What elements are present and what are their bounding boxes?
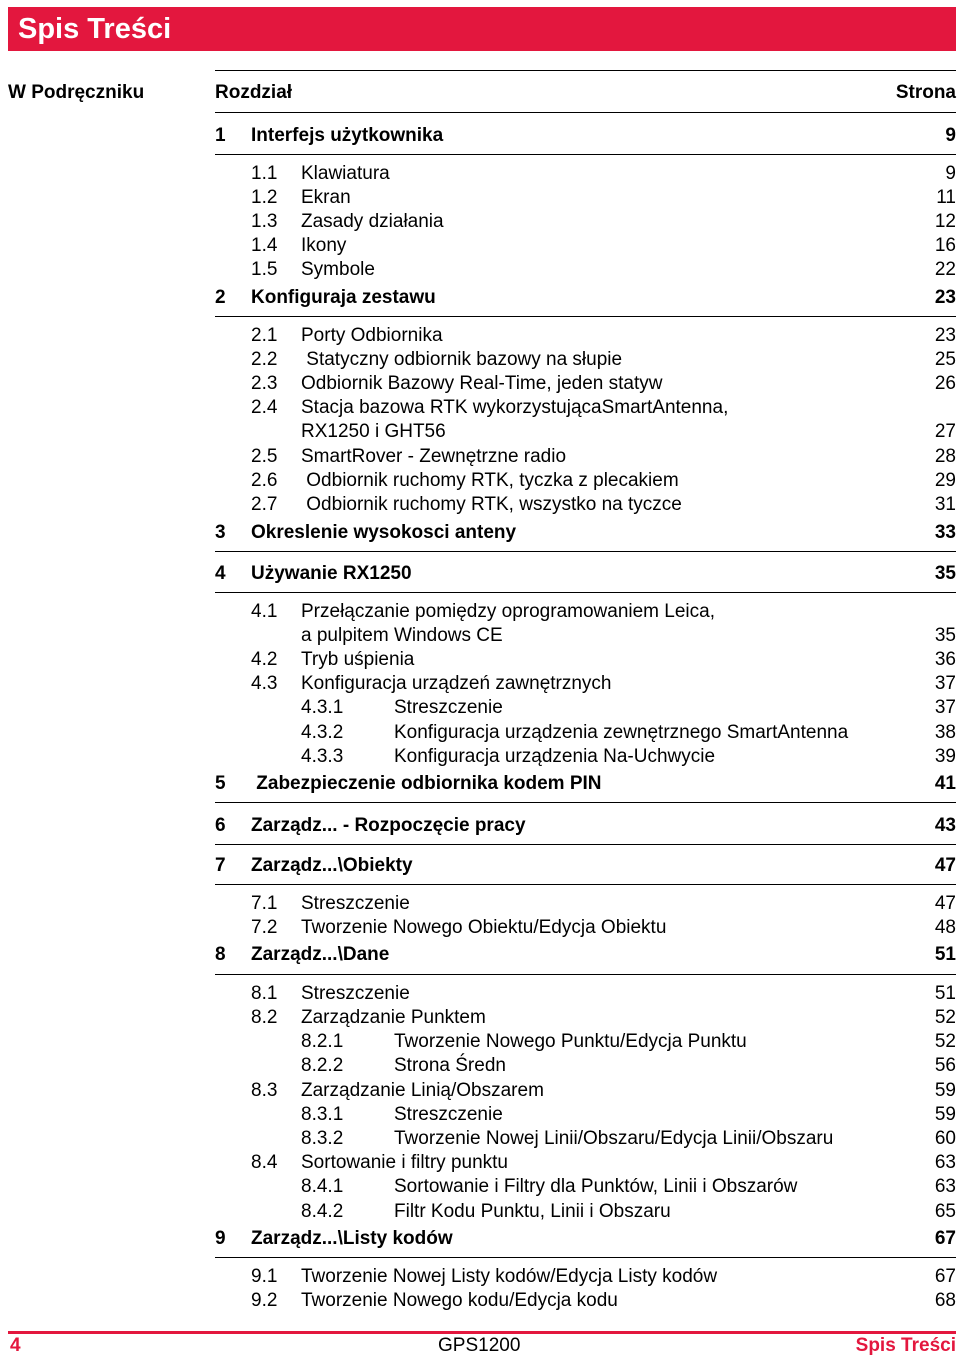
toc-section-row[interactable]: [215, 1151, 956, 1175]
toc-title: Zarządz...\Listy kodów: [251, 1228, 453, 1249]
toc-number: 2.3: [251, 373, 278, 394]
toc-page-number: 29: [934, 470, 956, 491]
toc-section-row[interactable]: [215, 1289, 956, 1313]
toc-page-number: 65: [934, 1201, 956, 1222]
toc-title: Statyczny odbiornik bazowy na słupie: [301, 349, 623, 370]
page-column-header: Strona: [895, 82, 956, 103]
chapter-rule: [215, 551, 956, 552]
toc-title: Tworzenie Nowego Punktu/Edycja Punktu: [394, 1031, 747, 1052]
toc-number: 4.3.1: [301, 697, 344, 718]
toc-page-number: 9: [945, 163, 956, 184]
toc-number: 1.4: [251, 235, 278, 256]
toc-page-number: 33: [934, 522, 956, 543]
toc-section-row[interactable]: [215, 348, 956, 372]
toc-number: 8.4: [251, 1152, 278, 1173]
toc-page-number: 60: [934, 1128, 956, 1149]
toc-title: Zabezpieczenie odbiornika kodem PIN: [251, 773, 602, 794]
toc-chapter-row[interactable]: [215, 854, 956, 878]
toc-title: SmartRover - Zewnętrzne radio: [301, 446, 567, 467]
toc-page-number: 38: [934, 722, 956, 743]
footer-product: GPS1200: [438, 1335, 521, 1356]
toc-page-number: 28: [934, 446, 956, 467]
toc-number: 1.1: [251, 163, 278, 184]
toc-number: 2.5: [251, 446, 278, 467]
toc-title: Konfiguracja urządzenia zewnętrznego SmartAntenna: [394, 722, 849, 743]
toc-title: Tworzenie Nowej Linii/Obszaru/Edycja Linii/Obszaru: [394, 1128, 834, 1149]
chapter-rule: [215, 154, 956, 155]
toc-page-number: 37: [934, 673, 956, 694]
toc-title: Streszczenie: [394, 1104, 503, 1125]
footer-rule: [8, 1331, 956, 1334]
toc-section-row[interactable]: [215, 600, 956, 624]
toc-chapter-row[interactable]: [215, 814, 956, 838]
toc-number: 2.1: [251, 325, 278, 346]
toc-section-row[interactable]: [215, 469, 956, 493]
toc-number: 9: [215, 1228, 226, 1249]
toc-title: Symbole: [301, 259, 375, 280]
toc-number: 7: [215, 855, 226, 876]
toc-chapter-row[interactable]: [215, 286, 956, 310]
toc-number: 8.1: [251, 983, 278, 1004]
toc-section-row[interactable]: [215, 396, 956, 420]
toc-page-number: 16: [934, 235, 956, 256]
toc-page-number: 52: [934, 1007, 956, 1028]
toc-number: 8.4.1: [301, 1176, 344, 1197]
chapter-rule: [215, 1257, 956, 1258]
toc-title: Tryb uśpienia: [301, 649, 415, 670]
toc-title: Tworzenie Nowego kodu/Edycja kodu: [301, 1290, 618, 1311]
toc-number: 8.2.2: [301, 1055, 344, 1076]
toc-title: Konfiguracja urządzenia Na-Uchwycie: [394, 746, 716, 767]
toc-number: 4: [215, 563, 226, 584]
toc-number: 1.3: [251, 211, 278, 232]
toc-number: 2.2: [251, 349, 278, 370]
toc-title: Zarządz...\Dane: [251, 944, 390, 965]
toc-title: Odbiornik ruchomy RTK, wszystko na tyczce: [301, 494, 682, 515]
toc-page-number: 26: [934, 373, 956, 394]
toc-number: 3: [215, 522, 226, 543]
toc-subsection-row[interactable]: [215, 1175, 956, 1199]
toc-number: 4.3.3: [301, 746, 344, 767]
toc-number: 1: [215, 125, 226, 146]
toc-section-row[interactable]: [215, 493, 956, 517]
toc-section-row[interactable]: [215, 186, 956, 210]
toc-title: Sortowanie i filtry punktu: [301, 1152, 508, 1173]
toc-number: 4.1: [251, 601, 278, 622]
toc-page-number: 11: [936, 187, 956, 208]
page-title: Spis Treści: [18, 13, 172, 45]
toc-title: Konfiguraja zestawu: [251, 287, 436, 308]
toc-title: Używanie RX1250: [251, 563, 412, 584]
chapter-rule: [215, 316, 956, 317]
toc-chapter-row[interactable]: [215, 124, 956, 148]
toc-number: 2.6: [251, 470, 278, 491]
toc-page-number: 63: [934, 1152, 956, 1173]
toc-page-number: 31: [934, 494, 956, 515]
toc-section-row[interactable]: [215, 372, 956, 396]
toc-number: 4.2: [251, 649, 278, 670]
toc-number: 9.2: [251, 1290, 278, 1311]
chapter-column-header: Rozdział: [215, 82, 293, 103]
toc-page-number: 22: [934, 259, 956, 280]
toc-title: Strona Średn: [394, 1055, 506, 1076]
toc-title: Zasady działania: [301, 211, 444, 232]
toc-title: Odbiornik ruchomy RTK, tyczka z plecakiem: [301, 470, 679, 491]
toc-number: 8.3.2: [301, 1128, 344, 1149]
toc-section-row[interactable]: [215, 624, 956, 648]
toc-chapter-row[interactable]: [215, 562, 956, 586]
toc-number: 7.1: [251, 893, 278, 914]
toc-section-row[interactable]: [215, 210, 956, 234]
toc-section-row[interactable]: [215, 234, 956, 258]
toc-number: 9.1: [251, 1266, 278, 1287]
toc-title: Zarządzanie Linią/Obszarem: [301, 1080, 544, 1101]
toc-section-row[interactable]: [215, 672, 956, 696]
toc-title: Filtr Kodu Punktu, Linii i Obszaru: [394, 1201, 671, 1222]
toc-title: Streszczenie: [301, 983, 410, 1004]
toc-title: RX1250 i GHT56: [301, 421, 446, 442]
toc-section-row[interactable]: [215, 892, 956, 916]
toc-page-number: 59: [934, 1080, 956, 1101]
chapter-rule: [215, 592, 956, 593]
toc-section-row[interactable]: [215, 916, 956, 940]
toc-section-row[interactable]: [215, 982, 956, 1006]
toc-number: 7.2: [251, 917, 278, 938]
toc-page-number: 36: [934, 649, 956, 670]
toc-number: 4.3.2: [301, 722, 344, 743]
toc-title: Ikony: [301, 235, 347, 256]
toc-chapter-row[interactable]: [215, 1227, 956, 1251]
toc-title: Zarządzanie Punktem: [301, 1007, 486, 1028]
toc-title: Zarządz...\Obiekty: [251, 855, 413, 876]
toc-title: Zarządz... - Rozpoczęcie pracy: [251, 815, 526, 836]
toc-number: 8: [215, 944, 226, 965]
toc-title: Sortowanie i Filtry dla Punktów, Linii i Obszarów: [394, 1176, 798, 1197]
toc-title: Konfiguracja urządzeń zawnętrznych: [301, 673, 612, 694]
header-bottom-rule: [215, 112, 956, 113]
toc-subsection-row[interactable]: [215, 1103, 956, 1127]
toc-page-number: 47: [934, 855, 956, 876]
toc-page-number: 48: [934, 917, 956, 938]
toc-title: Stacja bazowa RTK wykorzystującaSmartAntenna,: [301, 397, 729, 418]
toc-section-row[interactable]: [215, 648, 956, 672]
toc-page-number: 68: [934, 1290, 956, 1311]
toc-chapter-row[interactable]: [215, 772, 956, 796]
toc-title: Porty Odbiornika: [301, 325, 443, 346]
toc-section-row[interactable]: [215, 162, 956, 186]
toc-page-number: 43: [934, 815, 956, 836]
toc-page-number: 23: [934, 325, 956, 346]
toc-page-number: 41: [934, 773, 956, 794]
toc-page-number: 35: [934, 625, 956, 646]
toc-number: 1.5: [251, 259, 278, 280]
toc-subsection-row[interactable]: [215, 1054, 956, 1078]
chapter-rule: [215, 802, 956, 803]
toc-subsection-row[interactable]: [215, 696, 956, 720]
toc-number: 6: [215, 815, 226, 836]
toc-number: 5: [215, 773, 226, 794]
toc-page-number: 39: [934, 746, 956, 767]
toc-number: 2.4: [251, 397, 278, 418]
toc-number: 8.4.2: [301, 1201, 344, 1222]
toc-page-number: 51: [934, 983, 956, 1004]
toc-title: a pulpitem Windows CE: [301, 625, 503, 646]
toc-page-number: 51: [934, 944, 956, 965]
toc-page-number: 67: [934, 1228, 956, 1249]
footer-page-number: 4: [10, 1335, 21, 1356]
toc-title: Streszczenie: [394, 697, 503, 718]
toc-page-number: 63: [934, 1176, 956, 1197]
toc-title: Streszczenie: [301, 893, 410, 914]
toc-section-row[interactable]: [215, 1265, 956, 1289]
toc-subsection-row[interactable]: [215, 721, 956, 745]
toc-number: 8.2.1: [301, 1031, 344, 1052]
toc-number: 4.3: [251, 673, 278, 694]
header-top-rule: [215, 70, 956, 71]
toc-page-number: 23: [934, 287, 956, 308]
toc-section-row[interactable]: [215, 324, 956, 348]
toc-page-number: 59: [934, 1104, 956, 1125]
toc-page-number: 12: [934, 211, 956, 232]
toc-chapter-row[interactable]: [215, 943, 956, 967]
toc-subsection-row[interactable]: [215, 745, 956, 769]
toc-page-number: 35: [934, 563, 956, 584]
toc-title: Tworzenie Nowej Listy kodów/Edycja Listy kodów: [301, 1266, 718, 1287]
toc-subsection-row[interactable]: [215, 1127, 956, 1151]
toc-section-row[interactable]: [215, 1006, 956, 1030]
toc-title: Okreslenie wysokosci anteny: [251, 522, 517, 543]
toc-page-number: 47: [934, 893, 956, 914]
toc-section-row[interactable]: [215, 420, 956, 444]
toc-chapter-row[interactable]: [215, 521, 956, 545]
chapter-rule: [215, 884, 956, 885]
toc-title: Interfejs użytkownika: [251, 125, 444, 146]
toc-page-number: 52: [934, 1031, 956, 1052]
toc-page-number: 9: [945, 125, 956, 146]
toc-title: Tworzenie Nowego Obiektu/Edycja Obiektu: [301, 917, 667, 938]
toc-title: Odbiornik Bazowy Real-Time, jeden statyw: [301, 373, 663, 394]
toc-page-number: 27: [934, 421, 956, 442]
toc-section-row[interactable]: [215, 258, 956, 282]
toc-number: 8.3.1: [301, 1104, 344, 1125]
toc-number: 8.3: [251, 1080, 278, 1101]
page-title-banner: [8, 7, 956, 51]
toc-subsection-row[interactable]: [215, 1030, 956, 1054]
toc-page-number: 67: [934, 1266, 956, 1287]
toc-page-number: 25: [934, 349, 956, 370]
chapter-rule: [215, 974, 956, 975]
in-manual-label: W Podręczniku: [8, 82, 145, 103]
toc-page-number: 56: [934, 1055, 956, 1076]
toc-subsection-row[interactable]: [215, 1200, 956, 1224]
toc-section-row[interactable]: [215, 445, 956, 469]
toc-title: Przełączanie pomiędzy oprogramowaniem Leica,: [301, 601, 715, 622]
toc-number: 1.2: [251, 187, 278, 208]
toc-title: Ekran: [301, 187, 351, 208]
toc-title: Klawiatura: [301, 163, 390, 184]
chapter-rule: [215, 844, 956, 845]
toc-number: 2.7: [251, 494, 278, 515]
footer-section-title: Spis Treści: [855, 1335, 956, 1356]
toc-number: 8.2: [251, 1007, 278, 1028]
toc-page-number: 37: [934, 697, 956, 718]
toc-number: 2: [215, 287, 226, 308]
toc-section-row[interactable]: [215, 1079, 956, 1103]
